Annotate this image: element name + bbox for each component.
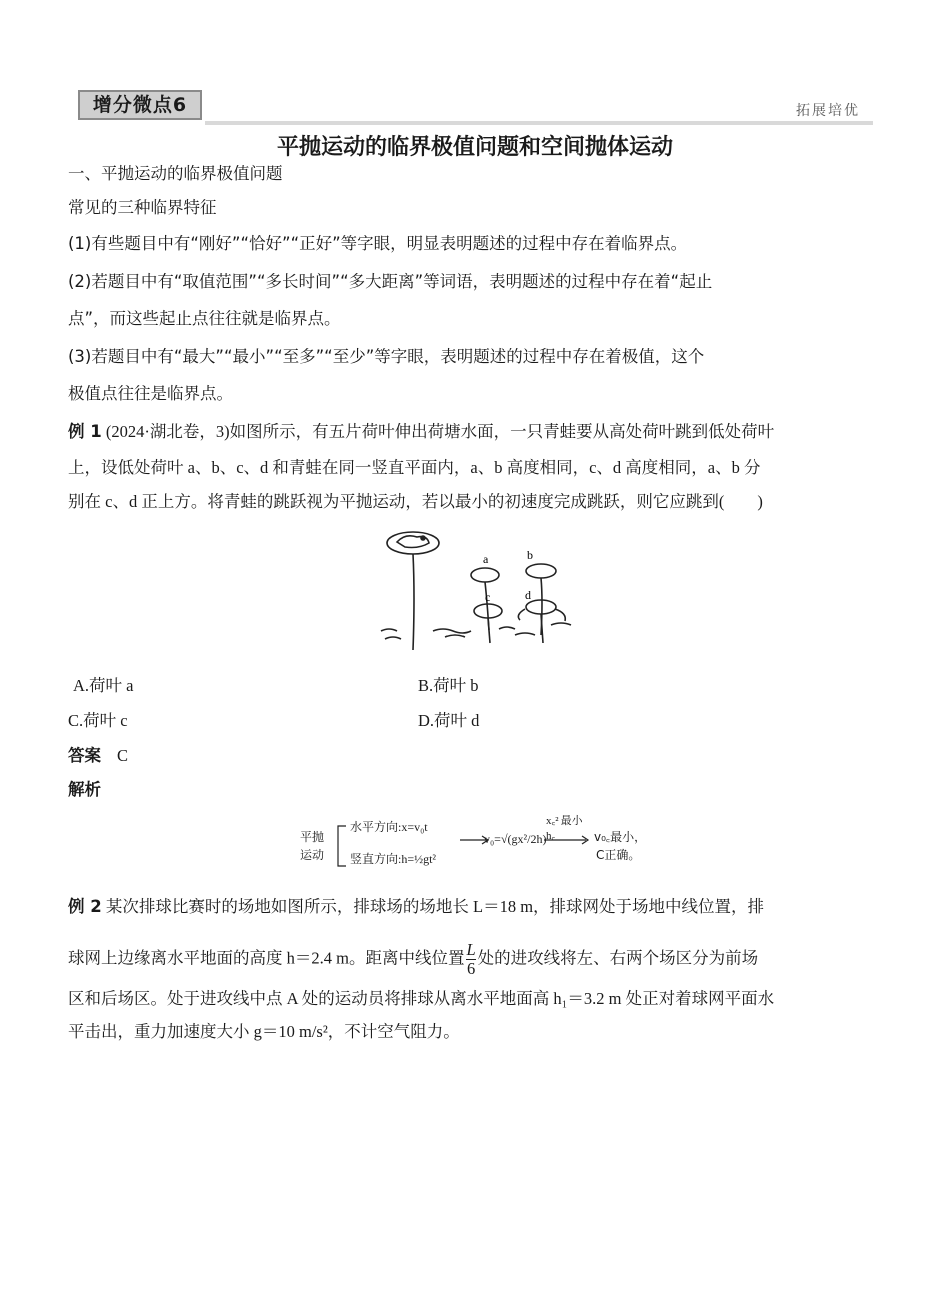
diagram-left-bottom: 运动: [300, 848, 325, 862]
subheading: 常见的三种临界特征: [68, 198, 217, 217]
example2-label: 例 2: [68, 897, 102, 916]
long-arrow-icon: [542, 834, 592, 846]
option-d: D.荷叶 d: [418, 711, 480, 730]
fraction-numerator: L: [466, 940, 476, 959]
example2-line1: [68, 895, 878, 919]
example2-text1: 某次排球比赛时的场地如图所示，排球场的场地长 L＝18 m，排球网处于场地中线位置，排: [101, 897, 765, 916]
example2-text2a: 球网上边缘离水平地面的高度 h＝2.4 m。距离中线位置: [68, 948, 465, 968]
diagram-vertical: 竖直方向:h=½gt²: [350, 852, 437, 866]
diagram-left-top: 平抛: [300, 830, 325, 844]
diagram-formula: v₀=√(gx²/2h): [484, 832, 547, 846]
section-heading: 一、平抛运动的临界极值问题: [68, 164, 283, 183]
paragraph-2a: (2)若题目中有“取值范围”“多长时间”“多大距离”等词语，表明题述的过程中存在着“起止: [68, 272, 713, 291]
answer-value: C: [117, 746, 129, 765]
answer-line: [68, 742, 128, 766]
brace-icon: [334, 824, 348, 868]
example2-line4: 平击出，重力加速度大小 g＝10 m/s²，不计空气阻力。: [68, 1022, 460, 1041]
fraction: [466, 941, 475, 978]
lotus-figure: [375, 525, 585, 655]
option-a: A.荷叶 a: [73, 676, 134, 695]
answer-label: 答案: [68, 746, 101, 765]
paragraph-2b: 点”，而这些起止点往往就是临界点。: [68, 309, 341, 328]
diagram-horizontal: 水平方向:x=v₀t: [350, 820, 428, 834]
example1-line1: [68, 420, 878, 444]
label-d: d: [525, 588, 531, 602]
label-a: a: [483, 552, 489, 566]
example1-text1: (2024·湖北卷，3)如图所示，有五片荷叶伸出荷塘水面，一只青蛙要从高处荷叶跳到低处荷叶: [101, 422, 775, 441]
paragraph-1: (1)有些题目中有“刚好”“恰好”“正好”等字眼，明显表明题述的过程中存在着临界点。: [68, 234, 688, 253]
analysis-diagram: [298, 810, 658, 870]
paragraph-3a: (3)若题目中有“最大”“最小”“至多”“至少”等字眼，表明题述的过程中存在着极值，这个: [68, 347, 705, 366]
diagram-result2: C正确。: [596, 848, 641, 862]
ratio-tail: 最小: [560, 815, 583, 827]
header-rule: [205, 121, 873, 125]
page-title: 平抛运动的临界极值问题和空间抛体运动: [276, 135, 673, 160]
analysis-label: 解析: [68, 780, 101, 799]
example2-line2: [68, 941, 878, 978]
example1-line2: 上，设低处荷叶 a、b、c、d 和青蛙在同一竖直平面内，a、b 高度相同，c、d 高度相同，a、b 分: [68, 458, 761, 477]
diagram-result1: v₀꜀最小，: [594, 830, 647, 844]
option-b: B.荷叶 b: [418, 676, 479, 695]
example1-label: 例 1: [68, 422, 102, 441]
paragraph-3b: 极值点往往是临界点。: [68, 384, 233, 403]
fraction-denominator: 6: [466, 959, 476, 978]
label-c: c: [485, 590, 491, 604]
example1-line3: 别在 c、d 正上方。将青蛙的跳跃视为平抛运动，若以最小的初速度完成跳跃，则它应跳到( ): [68, 492, 763, 511]
section-tag: 增分微点6: [78, 90, 202, 120]
category-label: 拓展培优: [796, 103, 860, 119]
ratio-numerator: x꜀²: [546, 815, 559, 827]
high-stem: [413, 554, 414, 650]
ratio-denominator: h꜀: [546, 830, 556, 842]
example2-text2b: 处的进攻线将左、右两个场区分为前场: [477, 948, 759, 968]
label-b: b: [527, 548, 533, 562]
example2-line3: 区和后场区。处于进攻线中点 A 处的运动员将排球从离水平地面高 h₁＝3.2 m 处正对着球网平面水: [68, 989, 775, 1008]
option-c: C.荷叶 c: [68, 711, 128, 730]
